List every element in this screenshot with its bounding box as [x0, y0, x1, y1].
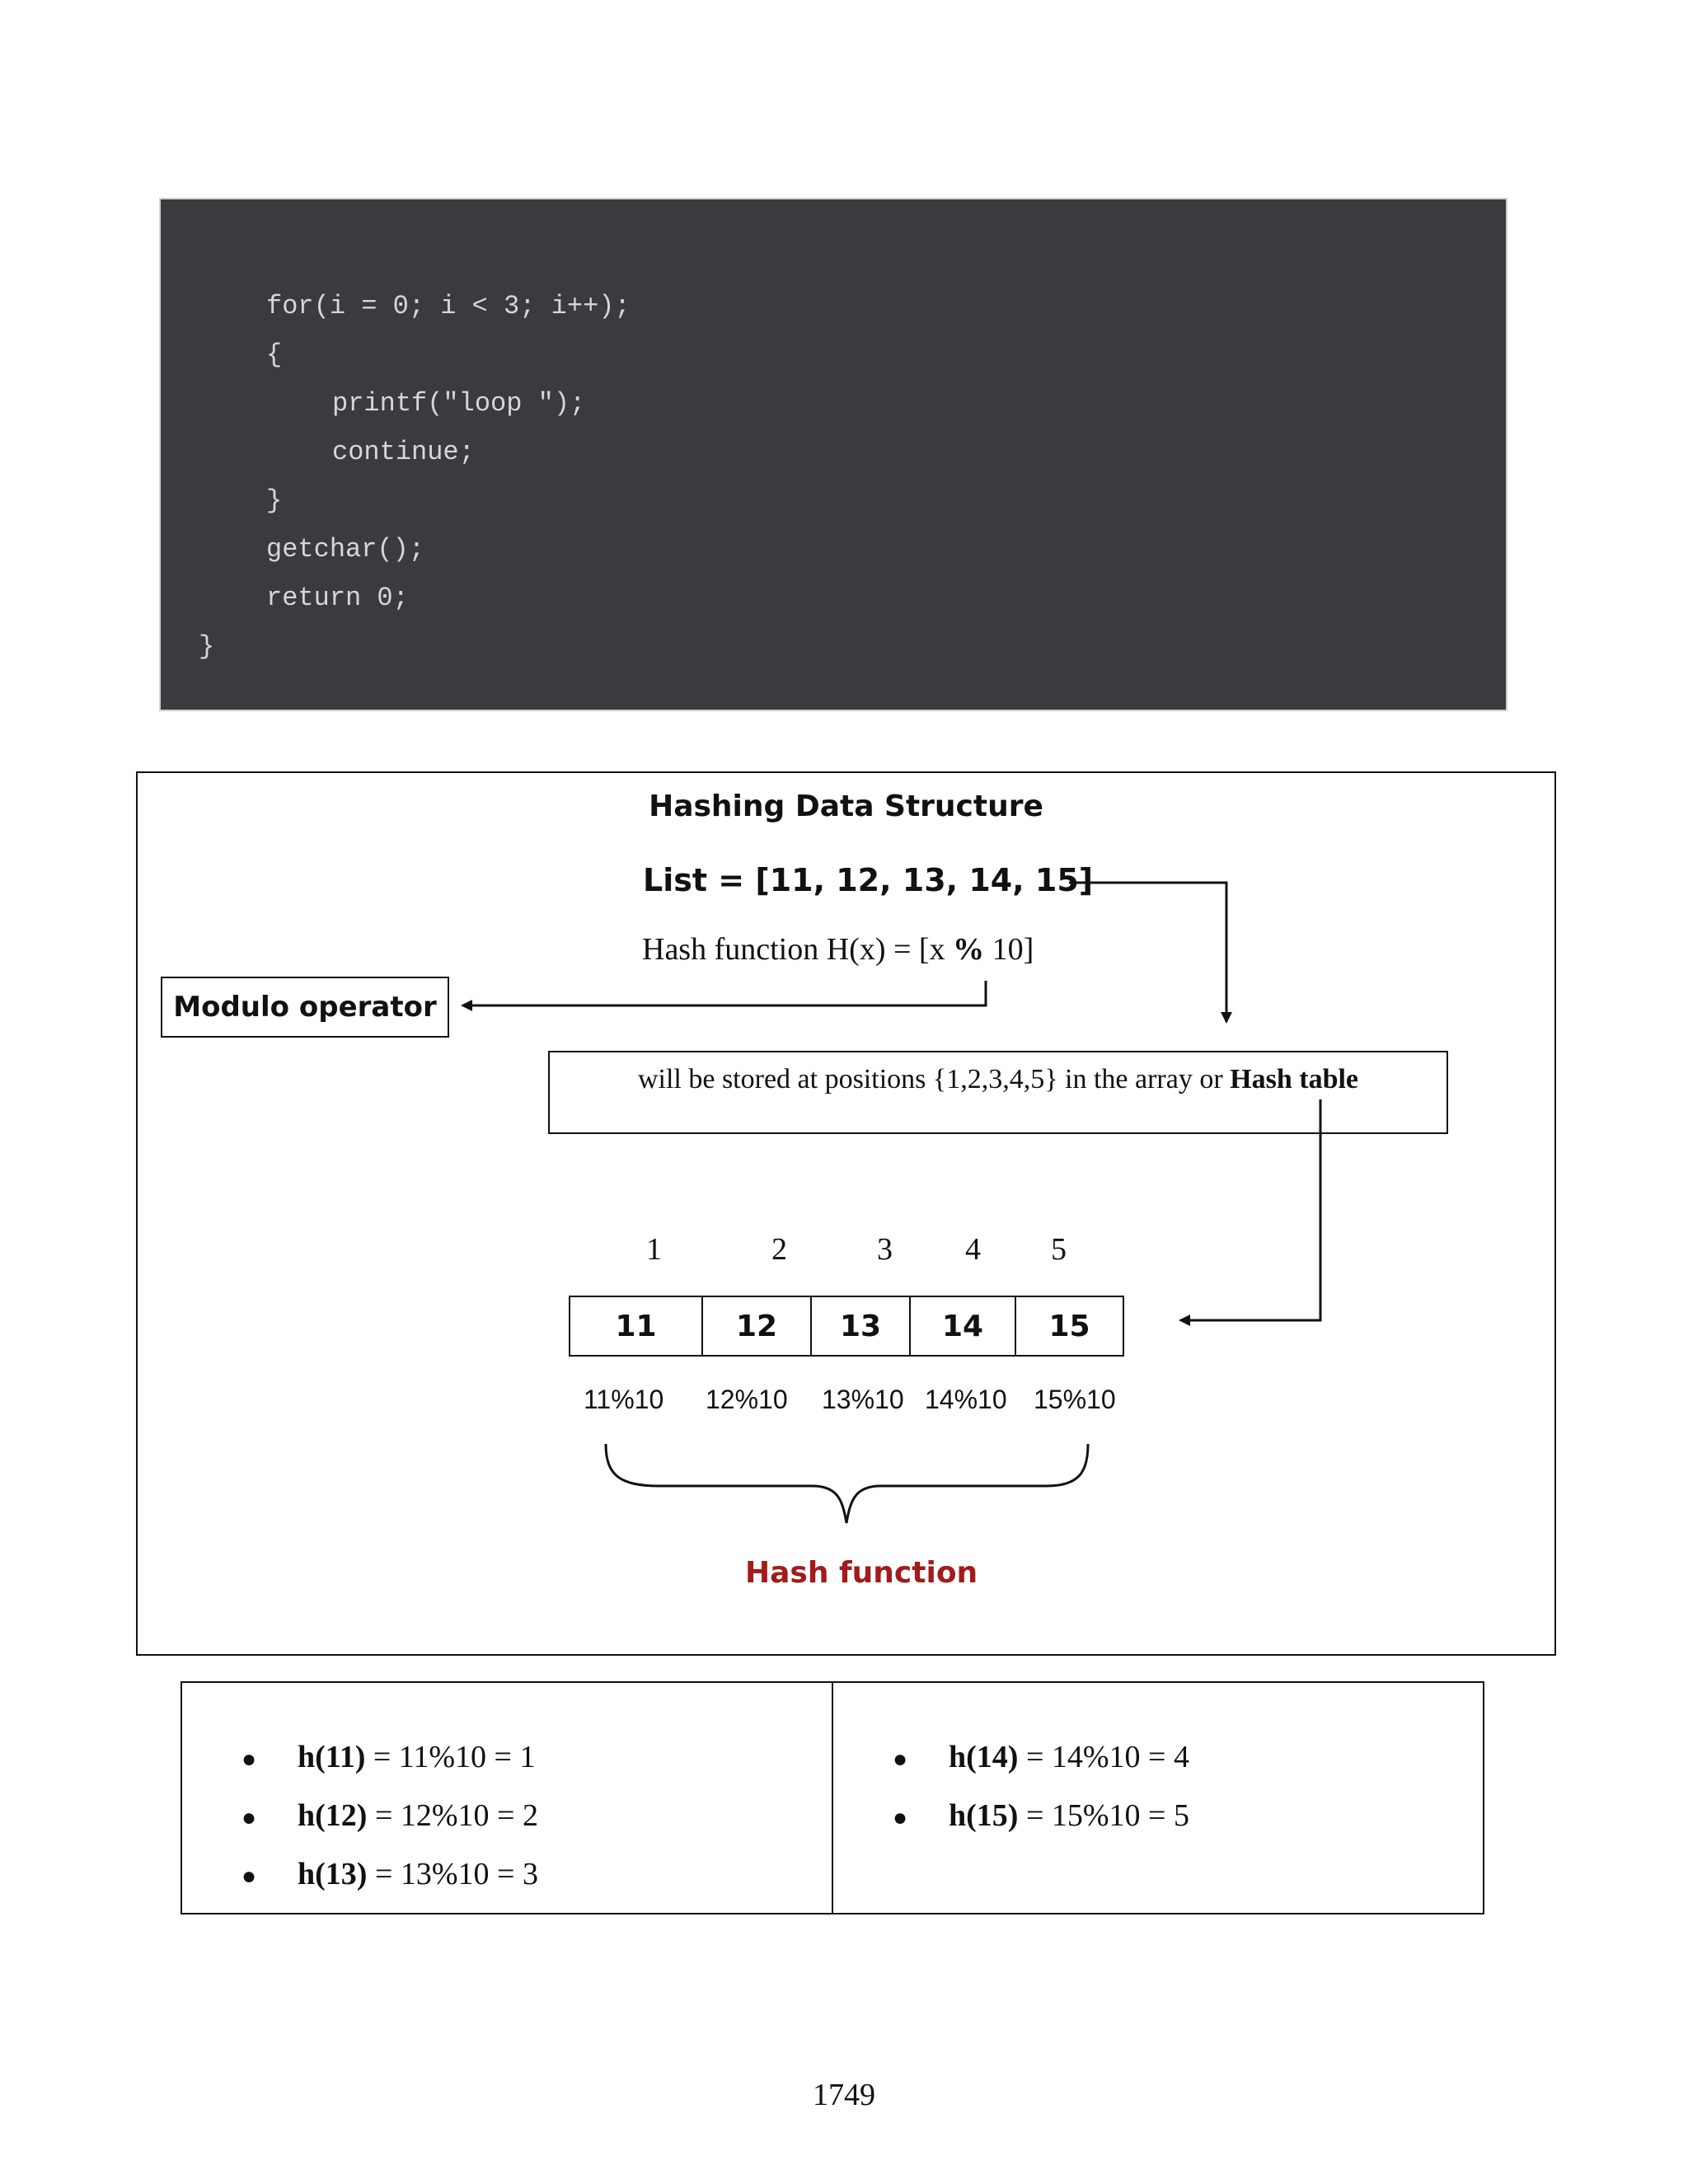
bullet-icon: ● — [893, 1804, 908, 1831]
hash-expression: = 14%10 = 4 — [1018, 1740, 1189, 1774]
hash-function-formula — [642, 931, 1034, 968]
bullet-icon: ● — [241, 1746, 257, 1773]
hash-expression: = 13%10 = 3 — [367, 1857, 538, 1891]
arrow-list-to-table — [1069, 883, 1226, 1022]
result-item — [241, 1856, 538, 1892]
code-line: { — [266, 340, 283, 370]
array-cell: 13 — [812, 1297, 911, 1355]
code-line: getchar(); — [266, 534, 425, 565]
page-number: 1749 — [813, 2078, 875, 2112]
modulo-expression: 11%10 — [584, 1385, 664, 1414]
result-item — [893, 1739, 1189, 1775]
code-line: return 0; — [266, 583, 409, 613]
code-line: } — [266, 485, 283, 516]
hash-expression: = 12%10 = 2 — [367, 1798, 538, 1833]
modulo-expression: 12%10 — [706, 1385, 788, 1414]
hash-function-label: Hash function — [745, 1556, 978, 1590]
result-item — [893, 1797, 1189, 1834]
modulo-operator-box — [161, 977, 449, 1038]
arrow-operator-to-modulo — [462, 981, 986, 1005]
modulo-operator-label: Modulo operator — [173, 991, 437, 1024]
bullet-icon: ● — [241, 1804, 257, 1831]
code-line: continue; — [332, 437, 475, 467]
bullet-icon: ● — [893, 1746, 908, 1773]
modulo-expression: 15%10 — [1034, 1385, 1116, 1414]
hash-table-array — [569, 1296, 1124, 1357]
array-cell: 14 — [911, 1297, 1016, 1355]
hash-results-table — [181, 1681, 1484, 1915]
code-line: } — [199, 631, 215, 662]
bullet-icon: ● — [241, 1863, 257, 1890]
diagram-title: Hashing Data Structure — [649, 790, 1043, 823]
hash-table-note-box — [548, 1051, 1448, 1134]
stored-text: will be stored at positions {1,2,3,4,5} in the array or — [637, 1064, 1231, 1094]
hash-call: h(12) — [298, 1798, 368, 1833]
array-index: 4 — [965, 1232, 981, 1267]
code-line: for(i = 0; i < 3; i++); — [266, 291, 631, 321]
hash-table-label: Hash table — [1230, 1064, 1359, 1094]
array-cell: 15 — [1048, 1309, 1090, 1343]
formula-prefix: Hash function H(x) = [x — [642, 932, 954, 967]
modulo-symbol: % — [953, 932, 985, 967]
array-cell: 11 — [570, 1297, 703, 1355]
hash-call: h(13) — [298, 1857, 368, 1891]
hash-call: h(11) — [298, 1740, 366, 1774]
curly-brace — [606, 1444, 1088, 1523]
code-line: printf("loop "); — [332, 388, 586, 419]
modulo-expression: 13%10 — [822, 1385, 904, 1414]
hash-call: h(14) — [949, 1740, 1019, 1774]
formula-suffix: 10] — [984, 932, 1034, 967]
result-item — [241, 1797, 538, 1834]
array-index: 2 — [771, 1232, 787, 1267]
hash-call: h(15) — [949, 1798, 1019, 1833]
modulo-expression: 14%10 — [925, 1385, 1007, 1414]
array-cell: 12 — [703, 1297, 812, 1355]
result-item — [241, 1739, 535, 1775]
list-label: List = [11, 12, 13, 14, 15] — [643, 862, 1094, 898]
array-index: 1 — [646, 1232, 662, 1267]
array-index: 5 — [1051, 1232, 1067, 1267]
results-column-left — [182, 1683, 832, 1913]
hash-expression: = 15%10 = 5 — [1018, 1798, 1189, 1833]
hash-expression: = 11%10 = 1 — [365, 1740, 536, 1774]
results-column-right — [832, 1683, 1483, 1913]
array-index: 3 — [877, 1232, 893, 1267]
